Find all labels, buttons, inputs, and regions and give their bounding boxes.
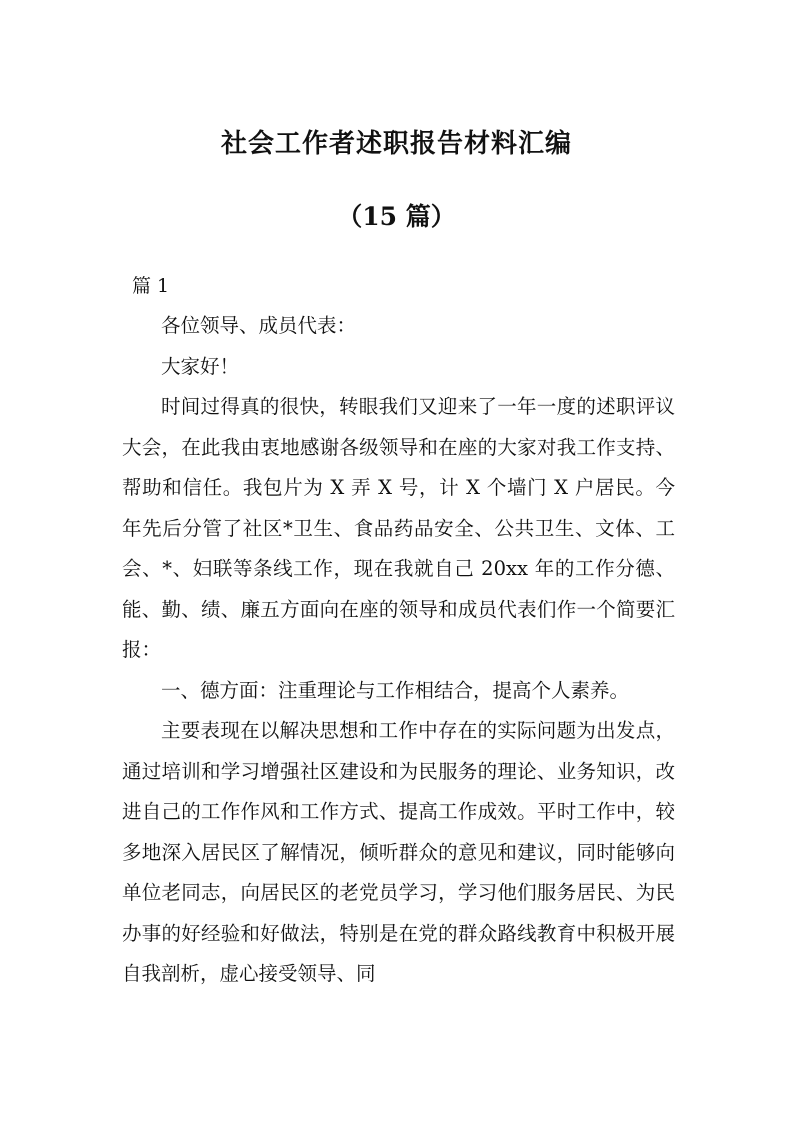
section-label: 篇 1: [132, 275, 170, 297]
section-heading: 一、德方面：注重理论与工作相结合，提高个人素养。: [161, 678, 630, 702]
salutation: 各位领导、成员代表：: [161, 314, 357, 337]
greeting: 大家好！: [161, 354, 240, 378]
document-body: [122, 306, 675, 995]
body-paragraph: 主要表现在以解决思想和工作中存在的实际问题为出发点，通过培训和学习增强社区建设和为民服务的理论、业务知识，改进自己的工作作风和工作方式、提高工作成效。平时工作中，较多地深入居民区了解情况，倾听群众的意见和建议，同时能够向单位老同志，向居民区的老党员学习，学习他们服务居民、为民办事的好经验和好做法，特别是在党的群众路线教育中积极开展自我剖析，虚心接受领导、同: [122, 719, 675, 985]
document-subtitle: （15 篇）: [337, 202, 456, 231]
document-title: 社会工作者述职报告材料汇编: [220, 129, 572, 159]
body-paragraph: 时间过得真的很快，转眼我们又迎来了一年一度的述职评议大会，在此我由衷地感谢各级领导和在座的大家对我工作支持、帮助和信任。我包片为 X 弄 X 号，计 X 个墙门 X 户居民。今年先后分管了社区*卫生、食品药品安全、公共卫生、文体、工会、*、妇联等条线工作，现在我就自己 20xx 年的工作分德、能、勤、绩、廉五方面向在座的领导和成员代表们作一个简要汇报：: [122, 395, 675, 661]
